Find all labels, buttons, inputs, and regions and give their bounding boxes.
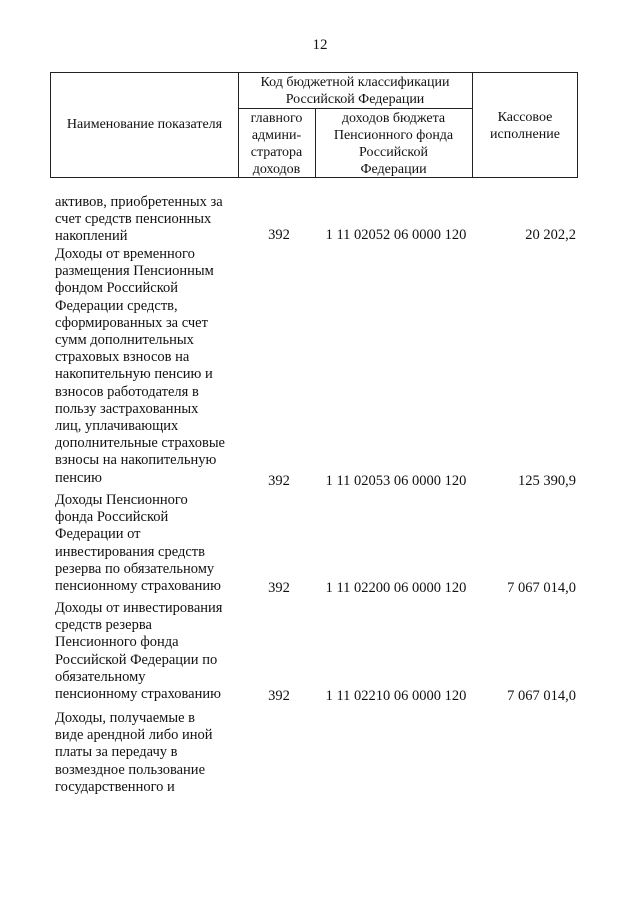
table-row-name: Доходы Пенсионного фонда Российской Федерации от инвестирования средств резерва по обязательному пенсионному страхованию xyxy=(55,492,221,595)
admin-code: 392 xyxy=(268,580,290,596)
table-row-name: Доходы, получаемые в виде арендной либо иной платы за передачу в возмездное пользование государственного и xyxy=(55,710,213,795)
income-code: 1 11 02053 06 0000 120 xyxy=(325,473,467,489)
table-row-name: активов, приобретенных за счет средств пенсионных накоплений xyxy=(55,194,223,245)
column-group-code: Код бюджетной классификации Российской Федерации xyxy=(260,75,450,107)
admin-code: 392 xyxy=(268,227,290,243)
page-number: 12 xyxy=(312,37,328,53)
amount: 7 067 014,0 xyxy=(507,580,576,596)
admin-code: 392 xyxy=(268,473,290,489)
admin-code: 392 xyxy=(268,688,290,704)
amount: 20 202,2 xyxy=(525,227,576,243)
table-row-name: Доходы от временного размещения Пенсионным фондом Российской Федерации средств, сформированных за счет сумм дополнительных страховых взносов на накопительную пенсию и взносов работодателя в пользу застрахованных лиц, уплачивающих дополнительные страховые взносы на накопительную пенсию xyxy=(55,246,225,486)
column-header-income: доходов бюджета Пенсионного фонда Российской Федерации xyxy=(333,111,454,177)
amount: 7 067 014,0 xyxy=(507,688,576,704)
income-code: 1 11 02210 06 0000 120 xyxy=(325,688,467,704)
column-header-name: Наименование показателя xyxy=(66,117,223,132)
column-header-admin: главного админи- стратора доходов xyxy=(250,111,303,177)
amount: 125 390,9 xyxy=(518,473,576,489)
column-header-execution: Кассовое исполнение xyxy=(490,110,560,142)
table-row-name: Доходы от инвестирования средств резерва Пенсионного фонда Российской Федерации по обязательному пенсионному страхованию xyxy=(55,600,223,703)
income-code: 1 11 02200 06 0000 120 xyxy=(325,580,467,596)
income-code: 1 11 02052 06 0000 120 xyxy=(325,227,467,243)
